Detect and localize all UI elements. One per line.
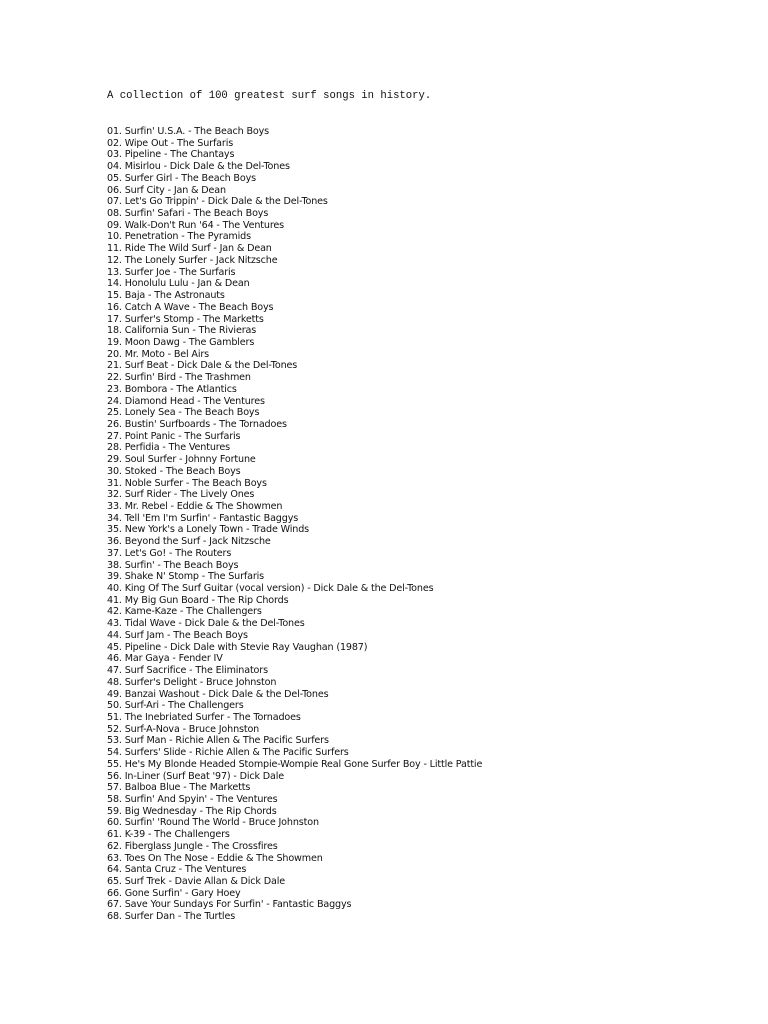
song-list-item: 40. King Of The Surf Guitar (vocal version) - Dick Dale & the Del-Tones xyxy=(107,583,434,595)
song-list-item: 01. Surfin' U.S.A. - The Beach Boys xyxy=(107,126,269,137)
song-list-item: 15. Baja - The Astronauts xyxy=(107,290,225,302)
song-list-item: 46. Mar Gaya - Fender IV xyxy=(107,653,223,665)
song-list-item: 03. Pipeline - The Chantays xyxy=(107,149,235,161)
song-list-item: 06. Surf City - Jan & Dean xyxy=(107,184,226,196)
song-list-item: 17. Surfer's Stomp - The Marketts xyxy=(107,313,264,325)
song-list-item: 33. Mr. Rebel - Eddie & The Showmen xyxy=(107,501,283,512)
song-list-item: 31. Noble Surfer - The Beach Boys xyxy=(107,477,267,489)
song-list-item: 44. Surf Jam - The Beach Boys xyxy=(107,629,248,641)
song-list-item: 21. Surf Beat - Dick Dale & the Del-Tones xyxy=(107,360,298,372)
song-list-item: 24. Diamond Head - The Ventures xyxy=(107,395,265,407)
song-list-item: 38. Surfin' - The Beach Boys xyxy=(107,559,239,571)
song-list-item: 60. Surfin' 'Round The World - Bruce Johnston xyxy=(107,817,319,829)
song-list-item: 57. Balboa Blue - The Marketts xyxy=(107,782,251,794)
song-list-item: 37. Let's Go! - The Routers xyxy=(107,547,232,559)
song-list-item: 13. Surfer Joe - The Surfaris xyxy=(107,266,236,278)
song-list-item: 56. In-Liner (Surf Beat '97) - Dick Dale xyxy=(107,770,285,782)
song-list-item: 29. Soul Surfer - Johnny Fortune xyxy=(107,454,256,466)
song-list-item: 58. Surfin' And Spyin' - The Ventures xyxy=(107,793,278,805)
song-list-item: 07. Let's Go Trippin' - Dick Dale & the Del-Tones xyxy=(107,196,328,208)
song-list-item: 47. Surf Sacrifice - The Eliminators xyxy=(107,665,268,677)
song-list-item: 48. Surfer's Delight - Bruce Johnston xyxy=(107,676,277,688)
song-list-item: 09. Walk-Don't Run '64 - The Ventures xyxy=(107,219,284,231)
song-list-item: 02. Wipe Out - The Surfaris xyxy=(107,137,234,149)
song-list-item: 23. Bombora - The Atlantics xyxy=(107,383,237,395)
song-list-item: 53. Surf Man - Richie Allen & The Pacific Surfers xyxy=(107,735,329,747)
song-list-item: 67. Save Your Sundays For Surfin' - Fantastic Baggys xyxy=(107,899,352,911)
song-list-item: 32. Surf Rider - The Lively Ones xyxy=(107,489,255,501)
song-list-item: 08. Surfin' Safari - The Beach Boys xyxy=(107,208,269,220)
song-list-item: 34. Tell 'Em I'm Surfin' - Fantastic Baggys xyxy=(107,512,299,524)
song-list-item: 27. Point Panic - The Surfaris xyxy=(107,430,241,442)
song-list-item: 42. Kame-Kaze - The Challengers xyxy=(107,606,262,618)
song-list-item: 16. Catch A Wave - The Beach Boys xyxy=(107,301,274,313)
song-list-item: 36. Beyond the Surf - Jack Nitzsche xyxy=(107,536,271,548)
song-list-item: 68. Surfer Dan - The Turtles xyxy=(107,911,236,923)
song-list-item: 30. Stoked - The Beach Boys xyxy=(107,465,241,477)
song-list-item: 10. Penetration - The Pyramids xyxy=(107,231,251,243)
song-list-item: 59. Big Wednesday - The Rip Chords xyxy=(107,805,277,817)
song-list-item: 54. Surfers' Slide - Richie Allen & The Pacific Surfers xyxy=(107,747,349,759)
song-list-item: 63. Toes On The Nose - Eddie & The Showmen xyxy=(107,852,323,864)
song-list-item: 26. Bustin' Surfboards - The Tornadoes xyxy=(107,418,287,430)
song-list-item: 28. Perfidia - The Ventures xyxy=(107,442,230,454)
song-list-item: 55. He's My Blonde Headed Stompie-Wompie Real Gone Surfer Boy - Little Pattie xyxy=(107,758,483,770)
song-list-item: 64. Santa Cruz - The Ventures xyxy=(107,864,247,876)
song-list-item: 65. Surf Trek - Davie Allan & Dick Dale xyxy=(107,876,285,887)
song-list-item: 49. Banzai Washout - Dick Dale & the Del-Tones xyxy=(107,688,329,700)
song-list-item: 20. Mr. Moto - Bel Airs xyxy=(107,348,210,360)
song-list-item: 51. The Inebriated Surfer - The Tornadoes xyxy=(107,711,301,723)
song-list-item: 66. Gone Surfin' - Gary Hoey xyxy=(107,887,241,899)
song-list-item: 19. Moon Dawg - The Gamblers xyxy=(107,336,255,348)
song-list-item: 43. Tidal Wave - Dick Dale & the Del-Tones xyxy=(107,618,305,630)
song-list-item: 04. Misirlou - Dick Dale & the Del-Tones xyxy=(107,161,290,173)
song-list-item: 22. Surfin' Bird - The Trashmen xyxy=(107,372,251,384)
song-list-item: 50. Surf-Ari - The Challengers xyxy=(107,700,244,712)
song-list-item: 62. Fiberglass Jungle - The Crossfires xyxy=(107,840,278,852)
document-heading: A collection of 100 greatest surf songs in history. xyxy=(107,90,432,102)
song-list-item: 41. My Big Gun Board - The Rip Chords xyxy=(107,594,289,606)
song-list-item: 52. Surf-A-Nova - Bruce Johnston xyxy=(107,723,260,735)
song-list-item: 12. The Lonely Surfer - Jack Nitzsche xyxy=(107,254,278,266)
song-list-item: 11. Ride The Wild Surf - Jan & Dean xyxy=(107,243,272,255)
song-list-item: 25. Lonely Sea - The Beach Boys xyxy=(107,407,260,419)
song-list xyxy=(107,126,482,923)
song-list-item: 14. Honolulu Lulu - Jan & Dean xyxy=(107,278,250,290)
song-list-item: 05. Surfer Girl - The Beach Boys xyxy=(107,172,256,184)
song-list-item: 45. Pipeline - Dick Dale with Stevie Ray Vaughan (1987) xyxy=(107,641,368,653)
song-list-item: 18. California Sun - The Rivieras xyxy=(107,325,257,337)
song-list-item: 35. New York's a Lonely Town - Trade Winds xyxy=(107,524,309,536)
song-list-item: 61. K-39 - The Challengers xyxy=(107,829,230,841)
song-list-item: 39. Shake N' Stomp - The Surfaris xyxy=(107,571,265,583)
